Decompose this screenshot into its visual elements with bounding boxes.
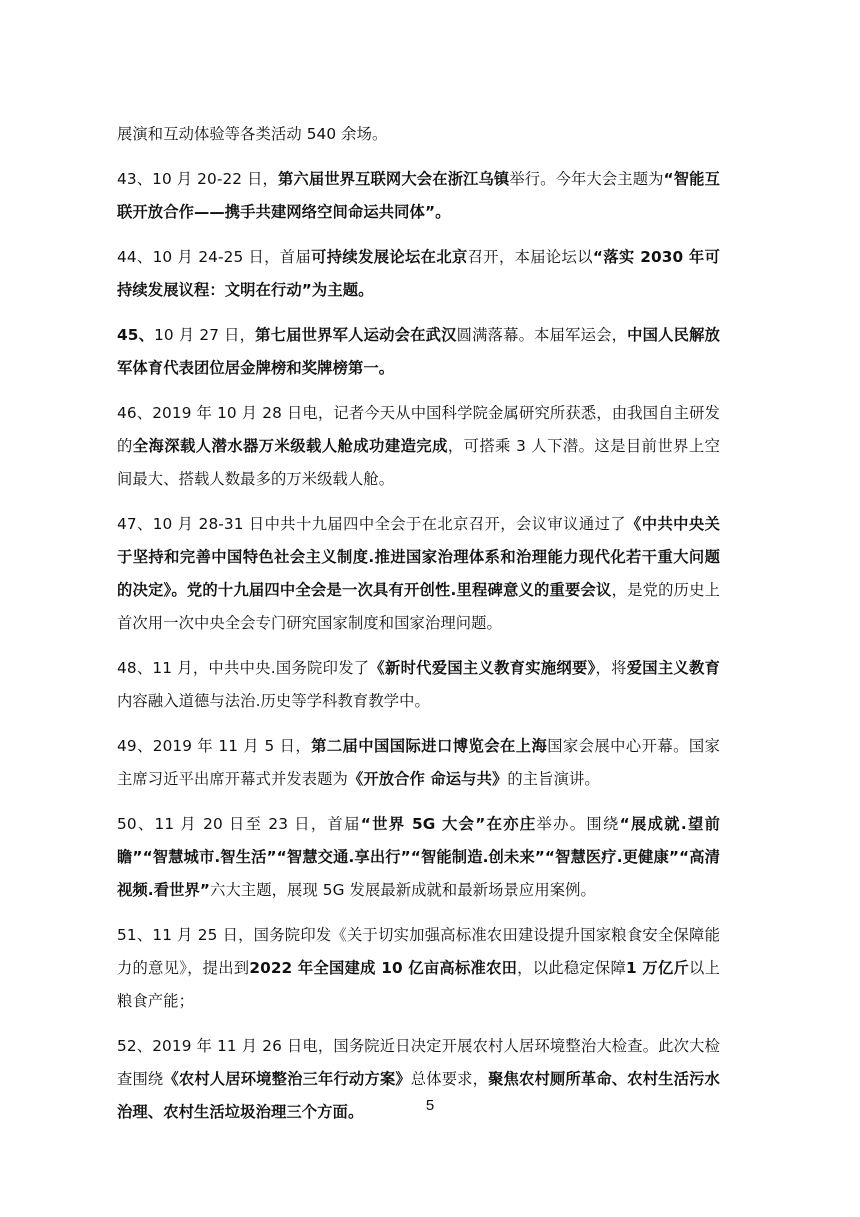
body-text: 47、10 月 28-31 日中共十九届四中全会于在北京召开，会议审议通过了 (117, 515, 627, 533)
body-text: 召开，本届论坛以 (467, 248, 593, 266)
body-text: 44、10 月 24-25 日，首届 (117, 248, 312, 266)
body-text: ，将 (595, 659, 627, 677)
paragraph-p44 (117, 241, 720, 307)
bold-text: “世界 5G 大会”在亦庄 (360, 815, 537, 833)
body-text: 举办。围绕 (536, 815, 620, 833)
body-text: 展演和互动体验等各类活动 540 余场。 (117, 125, 388, 143)
paragraph-p49 (117, 730, 720, 796)
body-text: 国家会展中心开幕。国家主席习近平出席开幕式并发表题为 (117, 737, 720, 788)
bold-text: 聚焦农村厕所革命、农村生活污水治理、农村生活垃圾治理三个方面。 (117, 1070, 720, 1121)
body-text: 总体要求， (410, 1070, 489, 1088)
body-text: 圆满落幕。本届军运会， (456, 326, 628, 344)
bold-text: 第七届世界军人运动会在武汉 (255, 326, 457, 344)
paragraph-p48 (117, 652, 720, 718)
body-text: 举行。今年大会主题为 (509, 170, 664, 188)
body-text: 51、11 月 25 日，国务院印发《关于切实加强高标准农田建设提升国家粮食安全保障能力的意见》，提出到 (117, 926, 720, 977)
bold-text: 中国人民解放军体育代表团位居金牌榜和奖牌榜第一。 (117, 326, 720, 377)
body-text: ，可搭乘 3 人下潜。这是目前世界上空间最大、搭载人数最多的万米级载人舱。 (117, 437, 720, 488)
body-text: 50、11 月 20 日至 23 日，首届 (117, 815, 361, 833)
body-text: 的主旨演讲。 (507, 770, 600, 788)
body-text: 43、10 月 20-22 日， (117, 170, 278, 188)
bold-text: 《新时代爱国主义教育实施纲要》 (369, 659, 596, 677)
paragraph-p45 (117, 319, 720, 385)
body-text: 以上粮食产能； (117, 959, 720, 1010)
bold-text: 《农村人居环境整治三年行动方案》 (163, 1070, 411, 1088)
bold-text: 2022 年全国建成 10 亿亩高标准农田 (249, 959, 518, 977)
paragraph-p46 (117, 397, 720, 496)
body-text: 六大主题，展现 5G 发展最新成就和最新场景应用案例。 (210, 881, 596, 899)
body-text: ，是党的历史上首次用一次中央全会专门研究国家制度和国家治理问题。 (117, 581, 720, 632)
bold-text: 爱国主义教育 (626, 659, 721, 677)
body-text: ，以此稳定保障 (517, 959, 627, 977)
paragraph-p51 (117, 919, 720, 1018)
bold-text: 可持续发展论坛在北京 (311, 248, 468, 266)
paragraph-p43 (117, 163, 720, 229)
body-text: 48、11 月，中共中央.国务院印发了 (117, 659, 370, 677)
bold-text: 《开放合作 命运与共》 (347, 770, 508, 788)
bold-text: 1 万亿斤 (626, 959, 690, 977)
bold-text: 《中共中央关于坚持和完善中国特色社会主义制度.推进国家治理体系和治理能力现代化若干重大问题的决定》。党的十九届四中全会是一次具有开创性.里程碑意义的重要会议 (117, 515, 720, 599)
page-body (117, 118, 720, 1129)
bold-text: “展成就.望前瞻”“智慧城市.智生活”“智慧交通.享出行”“智能制造.创未来”“智慧医疗.更健康”“高清视频.看世界” (117, 815, 720, 899)
body-text: 52、2019 年 11 月 26 日电，国务院近日决定开展农村人居环境整治大检查。此次大检查围绕 (117, 1037, 720, 1088)
bold-text: “智能互联开放合作——携手共建网络空间命运共同体”。 (117, 170, 720, 221)
paragraph-p52 (117, 1030, 720, 1129)
paragraph-p50 (117, 808, 720, 907)
paragraph-p41 (117, 118, 720, 151)
body-text: 49、2019 年 11 月 5 日， (117, 737, 312, 755)
body-text: 46、2019 年 10 月 28 日电，记者今天从中国科学院金属研究所获悉，由我国自主研发的 (117, 404, 720, 455)
bold-text: 第六届世界互联网大会在浙江乌镇 (277, 170, 510, 188)
bold-text: 45、 (117, 326, 155, 344)
bold-text: “落实 2030 年可持续发展议程：文明在行动”为主题。 (117, 248, 720, 299)
bold-text: 全海深载人潜水器万米级载人舱成功建造完成 (132, 437, 448, 455)
body-text: 内容融入道德与法治.历史等学科教育教学中。 (117, 692, 430, 710)
page-number: 5 (425, 1097, 435, 1114)
body-text: 10 月 27 日， (154, 326, 256, 344)
bold-text: 第二届中国国际进口博览会在上海 (311, 737, 548, 755)
paragraph-p47 (117, 508, 720, 640)
